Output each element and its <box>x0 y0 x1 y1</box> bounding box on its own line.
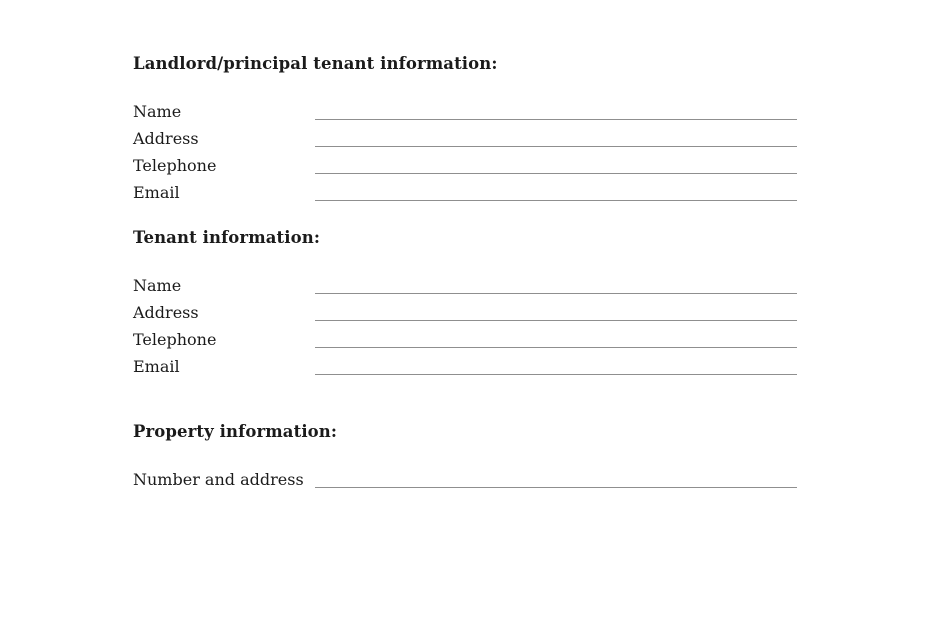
tenant-telephone-label: Telephone <box>133 330 217 349</box>
tenant-section-heading: Tenant information: <box>133 228 321 247</box>
tenant-telephone-fill-line[interactable] <box>315 326 797 348</box>
tenant-email-row <box>133 353 797 380</box>
landlord-address-fill-line[interactable] <box>315 125 797 147</box>
property-number-address-label: Number and address <box>133 470 304 489</box>
tenant-email-label: Email <box>133 357 180 376</box>
landlord-email-fill-line[interactable] <box>315 179 797 201</box>
tenant-address-label: Address <box>133 303 199 322</box>
tenant-email-fill-line[interactable] <box>315 353 797 375</box>
tenant-name-row <box>133 272 797 299</box>
landlord-telephone-row <box>133 152 797 179</box>
tenant-name-fill-line[interactable] <box>315 272 797 294</box>
property-number-address-row <box>133 466 797 493</box>
landlord-name-fill-line[interactable] <box>315 98 797 120</box>
landlord-section <box>133 50 797 206</box>
form-document <box>133 0 797 493</box>
property-section <box>133 418 797 493</box>
tenant-address-fill-line[interactable] <box>315 299 797 321</box>
landlord-section-heading: Landlord/principal tenant information: <box>133 54 498 73</box>
property-number-address-fill-line[interactable] <box>315 466 797 488</box>
property-section-heading: Property information: <box>133 422 338 441</box>
landlord-telephone-fill-line[interactable] <box>315 152 797 174</box>
tenant-telephone-row <box>133 326 797 353</box>
tenant-name-label: Name <box>133 276 182 295</box>
landlord-email-label: Email <box>133 183 180 202</box>
tenant-address-row <box>133 299 797 326</box>
landlord-name-row <box>133 98 797 125</box>
landlord-address-row <box>133 125 797 152</box>
landlord-telephone-label: Telephone <box>133 156 217 175</box>
landlord-email-row <box>133 179 797 206</box>
landlord-name-label: Name <box>133 102 182 121</box>
tenant-section <box>133 224 797 380</box>
landlord-address-label: Address <box>133 129 199 148</box>
